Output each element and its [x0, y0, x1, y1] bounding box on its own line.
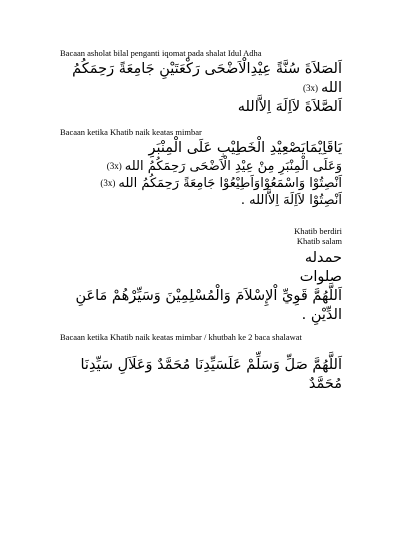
- section-khatib-naik-mimbar: [60, 127, 342, 209]
- arabic-line: اَللَّهُمَّ قَوِيِّ اْلإِسْلاَمَ وَالْمُسْلِمِيْنَ وَسَيِّرْهُمْ مَاعَنِ: [75, 288, 342, 304]
- arabic-line: صلوات: [299, 269, 342, 285]
- arabic-line: اَلصَّلاَةَ لاَاِلَهَ اِلاَّالله: [237, 99, 342, 115]
- section-title: Bacaan ketika Khatib naik keatas mimbar: [60, 127, 202, 137]
- arabic-line: اَلصَلاَةَ سُنَّةً عِيْدِالْاَضْحَى رَكْعَتَيْنِ جَامِعَةً رَحِمَكُمُ: [72, 61, 342, 77]
- arabic-line: حمدله: [304, 250, 342, 266]
- repeat-mark: (3x): [302, 83, 318, 93]
- arabic-line-text: وَعَلَى الْمِنْبَرِ مِنْ عِيْدِ الْاَضْحَى رَحِمَكُمُ الله: [124, 159, 342, 174]
- section-title: Bacaan ketika Khatib naik keatas mimbar / khutbah ke 2 baca shalawat: [60, 332, 302, 342]
- section-khutbah-kedua-shalawat: [60, 332, 342, 394]
- arabic-line: مُحَمَّدٌ: [308, 376, 342, 392]
- note-khatib-berdiri: Khatib berdiri: [294, 226, 342, 236]
- repeat-mark: (3x): [100, 178, 116, 188]
- arabic-line: الدِّيْنِ .: [301, 307, 342, 323]
- arabic-line: اَللَّهُمَّ صَلِّ وَسَلِّمْ عَلَسَيِّدِنَا مُحَمَّدٌ وَعَلَاَلِ سَيِّدِنَا: [80, 357, 342, 373]
- note-khatib-salam: Khatib salam: [296, 236, 342, 246]
- section-idul-adha-iqomat: [60, 48, 342, 117]
- arabic-line-text: الله: [320, 80, 342, 96]
- section-title: Bacaan asholat bilal penganti iqomat pada shalat Idul Adha: [60, 48, 262, 58]
- arabic-line: [60, 79, 342, 98]
- section-khatib-berdiri: [60, 226, 342, 325]
- arabic-line: اَنْصِتُوْا لاَاِلَهَ اِلاَّالله .: [240, 193, 342, 208]
- arabic-line-text: اَنْصِتُوْا وَاسْمَعُوْاوَاَطِيْعُوْا جَامِعَةً رَحِمَكُمُ الله: [118, 176, 342, 191]
- repeat-mark: (3x): [106, 161, 122, 171]
- document-page: [60, 0, 342, 550]
- arabic-line: [60, 175, 342, 192]
- arabic-line: يَاقَاِيْمَايَصْعِيْدِ الْخَطِيْبِ عَلَى الْمِنْبَرِ: [148, 140, 342, 156]
- arabic-line: [60, 158, 342, 175]
